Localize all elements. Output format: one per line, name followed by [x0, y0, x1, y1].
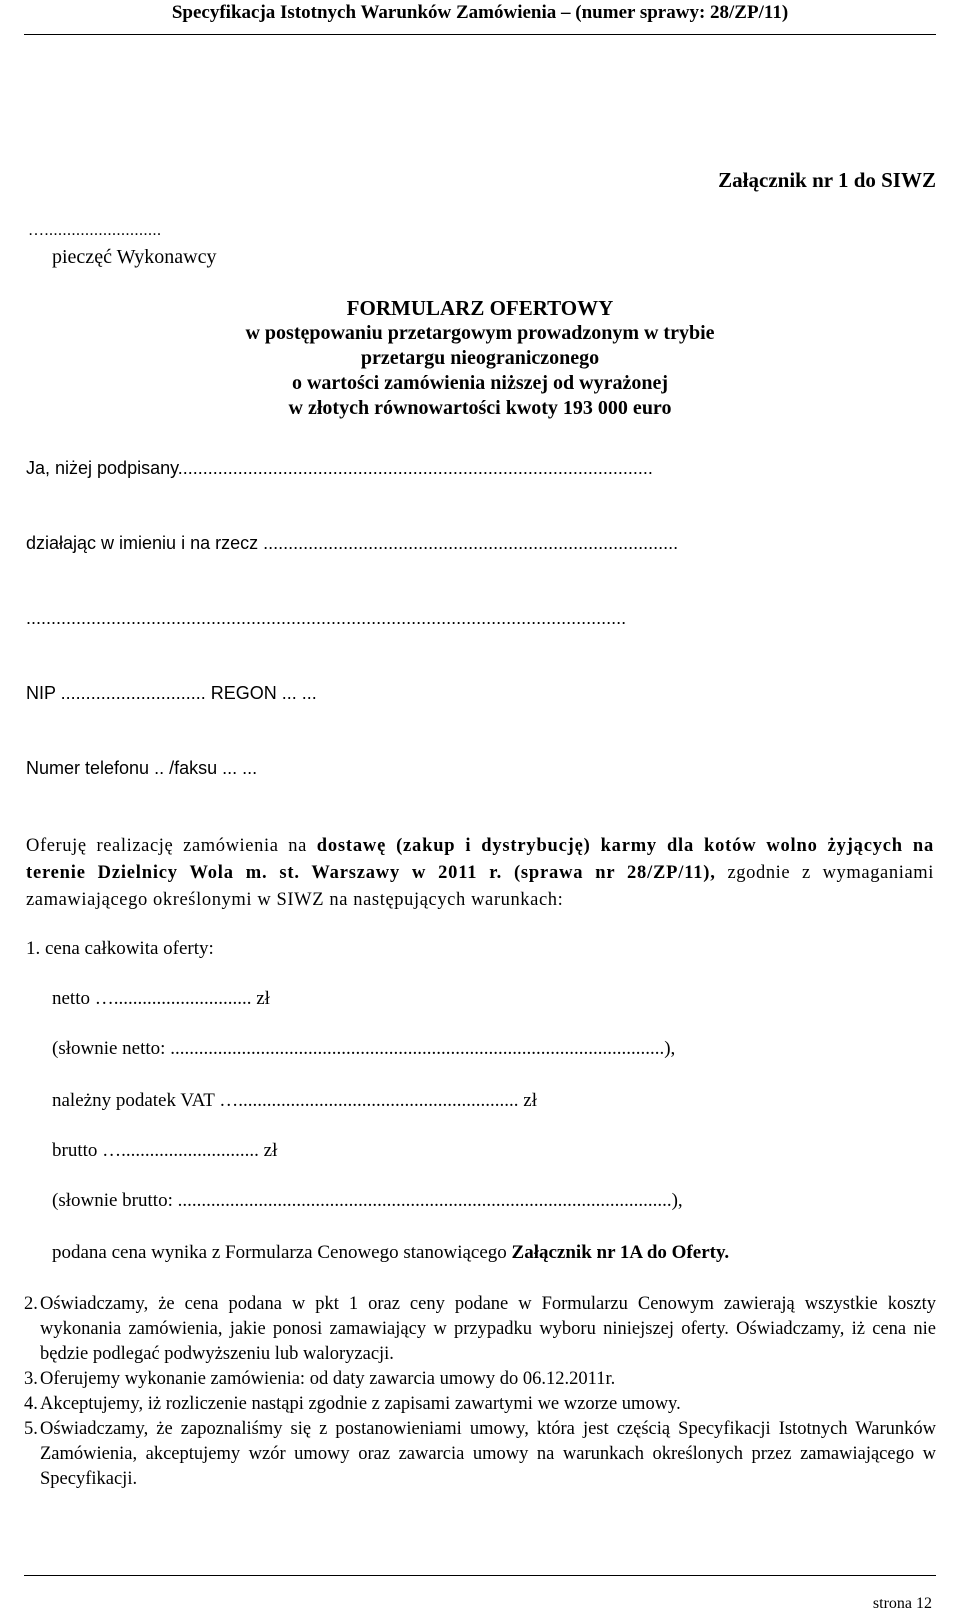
- price-heading: 1. cena całkowita oferty:: [26, 938, 214, 959]
- form-title: FORMULARZ OFERTOWY: [346, 296, 614, 320]
- list-item: [24, 1417, 936, 1492]
- signed-field: Ja, niżej podpisany...............................................................................................: [26, 458, 653, 478]
- price-source-text: podana cena wynika z Formularza Cenowego stanowiącego: [52, 1242, 512, 1263]
- attachment-label: Załącznik nr 1 do SIWZ: [718, 168, 936, 192]
- form-subtitle-4: w złotych równowartości kwoty 193 000 euro: [288, 397, 672, 419]
- price-net: netto …............................. zł: [52, 988, 270, 1009]
- price-vat: należny podatek VAT …........................................................... zł: [52, 1090, 537, 1111]
- offer-text-pre: Oferuję realizację zamówienia na: [26, 836, 317, 856]
- offer-subject: dostawę (zakup i dystrybucję) karmy dla kotów wolno żyjących na terenie Dzielnicy Wola m. st. Warszawy w 2011 r. (sprawa nr 28/ZP/11),: [26, 836, 934, 883]
- price-gross: brutto …............................. zł: [52, 1140, 278, 1161]
- header-divider: [24, 34, 936, 35]
- page-number: strona 12: [872, 1595, 932, 1612]
- list-item-text: Akceptujemy, iż rozliczenie nastąpi zgodnie z zapisami zawartymi we wzorze umowy.: [40, 1394, 681, 1414]
- acting-field-continued: ........................................................................................................................: [26, 608, 627, 628]
- list-item-number: 4.: [24, 1394, 38, 1414]
- list-item-text: Oświadczamy, że cena podana w pkt 1 oraz ceny podane w Formularzu Cenowym zawierają wszystkie koszty wykonania zamówienia, jakie ponosi zamawiający w przypadku wyboru niniejszej oferty. Oświadczamy, iż cena nie będzie podlegać podwyższeniu lub waloryzacji.: [40, 1294, 936, 1364]
- list-item-text: Oświadczamy, że zapoznaliśmy się z postanowieniami umowy, która jest częścią Specyfikacji Istotnych Warunków Zamówienia, akceptujemy wzór umowy oraz zawarcia umowy na warunkach określonych przez zamawiającego w Specyfikacji.: [40, 1419, 936, 1489]
- phone-fax-field: Numer telefonu .. /faksu ... ...: [26, 758, 258, 778]
- price-source: [52, 1242, 729, 1264]
- list-item: [24, 1392, 936, 1417]
- nip-regon-field: NIP ............................. REGON ... ...: [26, 683, 317, 703]
- price-source-attachment: Załącznik nr 1A do Oferty.: [511, 1242, 730, 1263]
- price-gross-words: (słownie brutto: ........................................................................................................),: [52, 1190, 683, 1211]
- form-subtitle-3: o wartości zamówienia niższej od wyrażonej: [291, 372, 669, 394]
- acting-field: działając w imieniu i na rzecz ...................................................................................: [26, 533, 679, 553]
- form-subtitle-2: przetargu nieograniczonego: [360, 347, 600, 369]
- list-item-number: 3.: [24, 1369, 38, 1389]
- list-item-number: 5.: [24, 1419, 38, 1439]
- list-item-text: Oferujemy wykonanie zamówienia: od daty zawarcia umowy do 06.12.2011r.: [40, 1369, 616, 1389]
- document-header: Specyfikacja Istotnych Warunków Zamówienia – (numer sprawy: 28/ZP/11): [171, 2, 789, 23]
- offer-text-post: zgodnie z wymaganiami zamawiającego określonymi w SIWZ na następujących warunkach:: [26, 863, 934, 910]
- form-subtitle-1: w postępowaniu przetargowym prowadzonym w trybie: [245, 322, 715, 344]
- list-item: [24, 1367, 936, 1392]
- stamp-placeholder: …..........................: [28, 222, 162, 239]
- list-item: [24, 1292, 936, 1367]
- footer-divider: [24, 1575, 936, 1576]
- stamp-label: pieczęć Wykonawcy: [52, 246, 217, 268]
- price-net-words: (słownie netto: ........................................................................................................),: [52, 1038, 676, 1059]
- offer-paragraph: [26, 833, 934, 914]
- declarations-list: [24, 1292, 936, 1492]
- list-item-number: 2.: [24, 1294, 38, 1314]
